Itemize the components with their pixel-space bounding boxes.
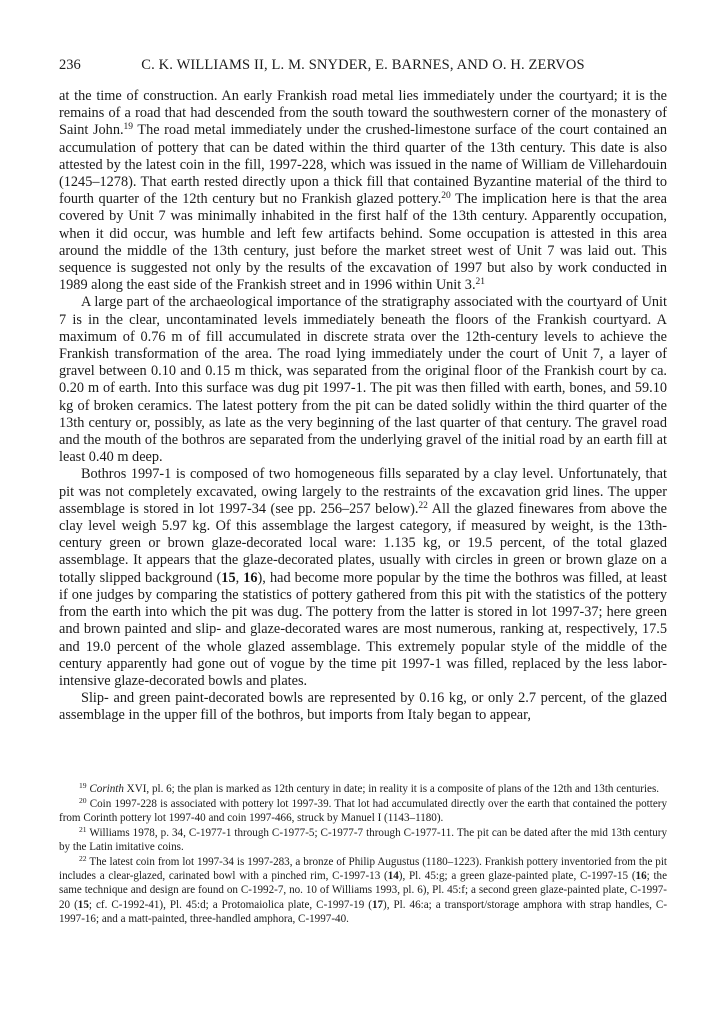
text-run: Bothros 1997-1 is composed of two homogeneous fills separated by a clay level. Unfortunately, that pit was not completely excavated, owing largely to the restraints of the excavation grid lines. The upper assemblage is stored in lot 1997-34 (see pp. 256–257 below).	[59, 466, 667, 517]
footnote-text: ; the same technique and design are found on C-1992-7, no. 10 of Williams 1993, pl. 6), Pl. 45:f; a second green glaze-painted plate, C-1997-20 (	[59, 869, 667, 911]
footnote-number: 21	[79, 824, 87, 834]
catalogue-number: 15	[221, 569, 236, 586]
body-paragraph: Slip- and green paint-decorated bowls are represented by 0.16 kg, or only 2.7 percent, of the glazed assemblage in the upper fill of the bothros, but imports from Italy began to appear,	[59, 690, 667, 724]
footnote-21	[59, 826, 667, 855]
footnote-italic: Corinth	[89, 783, 124, 795]
footnote-text: ), Pl. 46:a; a transport/storage amphora with strap handles, C-1997-16; and a matt-painted, three-handled amphora, C-1997-40.	[59, 898, 668, 925]
text-run: The road metal immediately under the crushed-limestone surface of the court contained an accumulation of pottery that can be dated within the third quarter of the 13th century. This date is also attested by the latest coin in the fill, 1997-228, which was issued in the name of William de Villehardouin (1245–1278). That earth rested directly upon a thick fill that contained Byzantine material of the third to fourth quarter of the 12th century but no Frankish glazed pottery.	[59, 122, 667, 208]
catalogue-number: 16	[635, 869, 647, 882]
footnote-text: Coin 1997-228 is associated with pottery lot 1997-39. That lot had accumulated directly over the earth that contained the pottery from Corinth pottery lot 1997-40 and coin 1997-466, struck by Manuel I (1143–1180).	[59, 797, 667, 824]
footnote-text: Williams 1978, p. 34, C-1977-1 through C-1977-5; C-1977-7 through C-1977-11. The pit can be dated after the mid 13th century by the Latin imitative coins.	[59, 826, 668, 853]
footnote-20	[59, 797, 667, 826]
footnote-ref-20: 20	[441, 191, 451, 202]
catalogue-number: 14	[387, 869, 399, 882]
catalogue-number: 15	[77, 898, 89, 911]
footnote-text: ), Pl. 45:g; a green glaze-painted plate, C-1997-15 (	[398, 869, 636, 882]
body-paragraph	[59, 88, 667, 294]
footnote-ref-19: 19	[123, 122, 134, 133]
footnote-19	[59, 782, 667, 796]
text-run: ,	[235, 569, 244, 586]
footnote-number: 20	[79, 795, 87, 805]
catalogue-number: 17	[371, 898, 384, 911]
footnote-number: 19	[79, 781, 87, 790]
footnote-text: ; cf. C-1992-41), Pl. 45:d; a Protomaiolica plate, C-1997-19 (	[88, 898, 372, 911]
catalogue-number: 16	[243, 569, 258, 586]
text-run: All the glazed finewares from above the clay level weigh 5.97 kg. Of this assemblage the largest category, if measured by weight, is the 13th-century green or brown glaze-decorated local ware: 1.135 kg, or 19.5 percent, of the total glazed assemblage. It appears that the glaze-decorated plates, usually with circles in green or brown glaze on a totally slipped background (	[59, 500, 668, 586]
main-text	[59, 88, 667, 725]
body-paragraph: A large part of the archaeological importance of the stratigraphy associated with the courtyard of Unit 7 is in the clear, uncontaminated levels immediately beneath the floors of the Frankish courtyard. A maximum of 0.76 m of fill accumulated in discrete strata over the 12th-century levels to achieve the Frankish transformation of the area. The road lying immediately under the court of Unit 7, a layer of gravel between 0.10 and 0.15 m thick, was separated from the original floor of the Frankish court by ca. 0.20 m of earth. Into this surface was dug pit 1997-1. The pit was then filled with earth, bones, and 59.10 kg of broken ceramics. The latest pottery from the pit can be dated solidly within the third quarter of the 13th century or, possibly, as late as the very beginning of the last quarter of that century. The gravel road and the mouth of the bothros are separated from the underlying gravel of the initial road by an earth fill at least 0.40 m deep.	[59, 294, 667, 466]
body-paragraph	[59, 466, 667, 690]
footnote-text: XVI, pl. 6; the plan is marked as 12th century in date; in reality it is a composite of plans of the 12th and 13th centuries.	[123, 783, 660, 795]
text-run: at the time of construction. An early Frankish road metal lies immediately under the courtyard; it is the remains of a road that had descended from the south toward the southwestern corner of the monastery of Saint John.	[59, 88, 667, 139]
footnote-ref-21: 21	[475, 277, 486, 288]
footnote-number: 22	[79, 853, 87, 863]
page-number: 236	[59, 57, 81, 73]
running-head: C. K. WILLIAMS II, L. M. SNYDER, E. BARNES, AND O. H. ZERVOS	[141, 57, 585, 73]
text-run: ), had become more popular by the time the bothros was filled, at least if one judges by comparing the statistics of pottery gathered from this pit with the statistics of the pottery from the earth into which the pit was dug. The pottery from the latter is stored in lot 1997-37; here green and brown painted and slip- and glaze-decorated wares are most numerous, ranking at, respectively, 17.5 and 19.0 percent of the whole glazed assemblage. This extremely popular style of the middle of the century apparently had gone out of vogue by the time pit 1997-1 was filled, replaced by the less labor-intensive glaze-decorated bowls and plates.	[59, 569, 667, 689]
text-run: The implication here is that the area covered by Unit 7 was minimally inhabited in the first half of the 13th century. Apparently occupation, when it did occur, was humble and left few artifacts behind. Some occupation is attested in this area around the middle of the 13th century, just before the market street west of Unit 7 was laid out. This sequence is suggested not only by the results of the excavation of 1997 but also by work conducted in 1989 along the east side of the Frankish street and in 1996 within Unit 3.	[59, 191, 667, 294]
footnote-22	[59, 855, 667, 926]
page-header	[59, 55, 667, 75]
footnotes	[59, 782, 667, 927]
footnote-ref-22: 22	[418, 500, 428, 511]
footnote-text: The latest coin from lot 1997-34 is 1997-283, a bronze of Philip Augustus (1180–1223). Frankish pottery inventoried from the pit includes a clear-glazed, carinated bowl with a pinched rim, C-1997-13 (	[59, 855, 668, 882]
